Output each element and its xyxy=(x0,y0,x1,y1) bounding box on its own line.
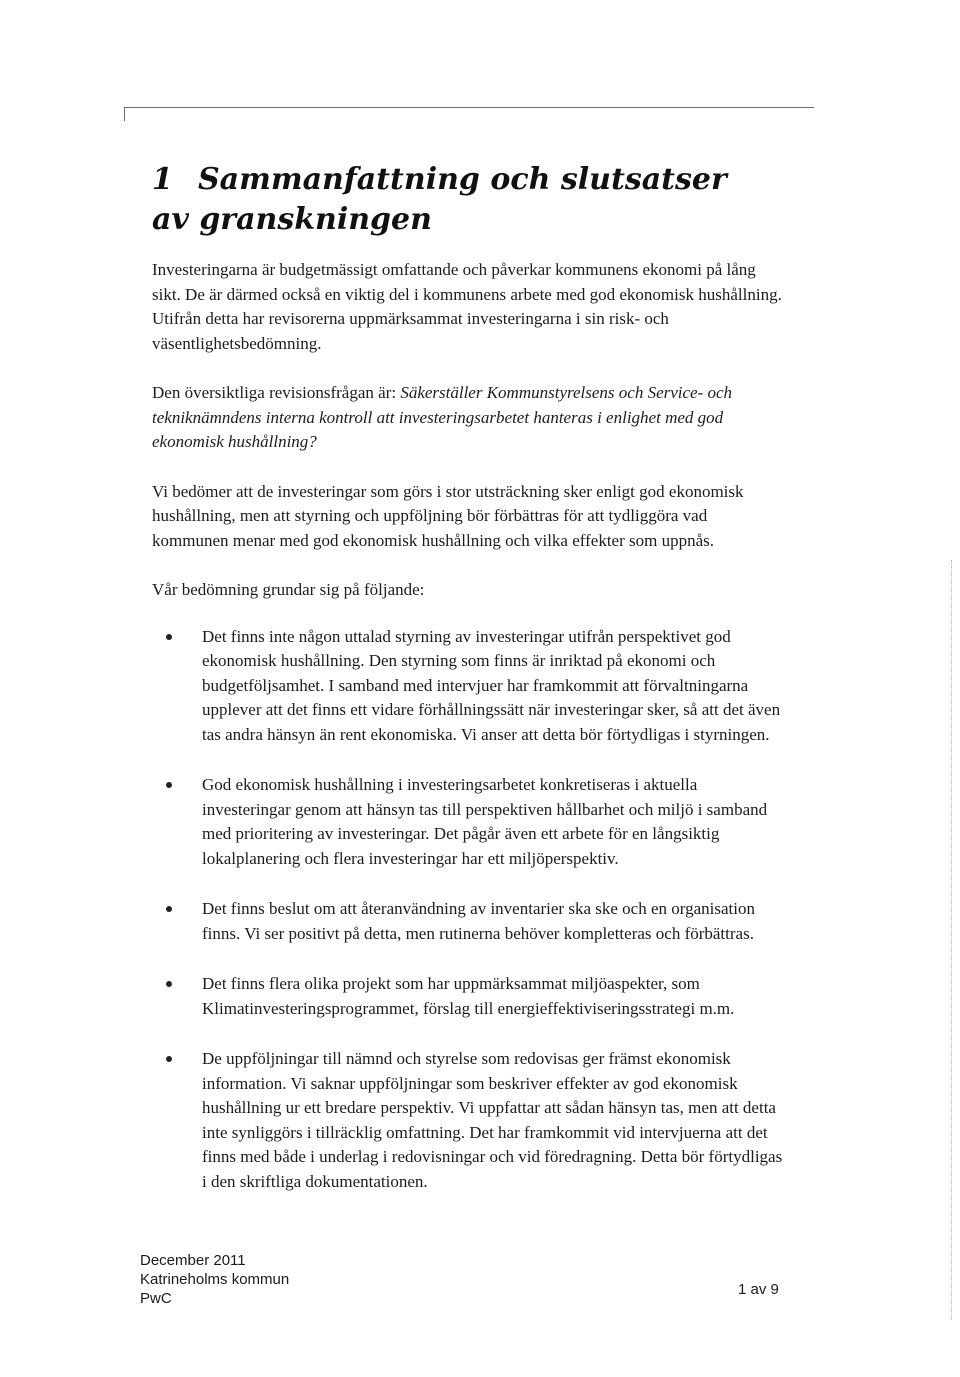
finding-text: De uppföljningar till nämnd och styrelse som redovisas ger främst ekonomisk information. Vi saknar uppföljningar som beskriver effekter av god ekonomisk hushållning ur ett bredare perspektiv. Vi uppfattar att sådan hänsyn tas, men att detta inte synliggörs i tillräcklig omfattning. Det har framkommit vid intervjuerna att det finns med både i underlag i redovisningar och vid föredragning. Detta bör förtydligas i den skriftliga dokumentationen. xyxy=(202,1049,783,1191)
section-title-line-1: Sammanfattning och slutsatser xyxy=(198,162,727,197)
findings-list xyxy=(152,625,784,1195)
page-footer xyxy=(140,1251,289,1308)
audit-question-paragraph xyxy=(152,381,784,455)
finding-item xyxy=(152,897,784,946)
finding-text: Det finns inte någon uttalad styrning av investeringar utifrån perspektivet god ekonomisk hushållning. Den styrning som finns är inriktad på ekonomi och budgetföljsamhet. I samband med intervjuer har framkommit att förvaltningarna upplever att det finns ett vidare förhållningssätt när investeringar sker, så att det även tas andra hänsyn än rent ekonomiska. Vi anser att detta bör förtydligas i styrningen. xyxy=(202,626,781,744)
audit-question-text: Säkerställer Kommunstyrelsens och Service- och tekniknämndens interna kontroll att investeringsarbetet hanteras i enlighet med god ekonomisk hushållning? xyxy=(152,383,733,451)
bullet-icon xyxy=(166,981,172,987)
section-heading xyxy=(152,160,912,240)
finding-item xyxy=(152,625,784,748)
finding-text: God ekonomisk hushållning i investeringsarbetet konkretiseras i aktuella investeringar genom att hänsyn tas till perspektiven hållbarhet och miljö i samband med prioritering av investeringar. Det pågår även ett arbete för en långsiktig lokalplanering och flera investeringar har ett miljöperspektiv. xyxy=(202,775,768,868)
bullet-icon xyxy=(166,634,172,640)
finding-item xyxy=(152,1047,784,1194)
finding-text: Det finns flera olika projekt som har uppmärksammat miljöaspekter, som Klimatinvesteringsprogrammet, förslag till energieffektiviseringsstrategi m.m. xyxy=(202,974,735,1018)
intro-paragraph: Investeringarna är budgetmässigt omfattande och påverkar kommunens ekonomi på lång sikt. De är därmed också en viktig del i kommunens arbete med god ekonomisk hushållning. Utifrån detta har revisorerna uppmärksammat investeringarna i sin risk- och väsentlighetsbedömning. xyxy=(152,260,782,353)
footer-date: December 2011 xyxy=(140,1252,246,1269)
footer-firm: PwC xyxy=(140,1290,172,1307)
bullet-icon xyxy=(166,906,172,912)
footer-organization: Katrineholms kommun xyxy=(140,1271,290,1288)
basis-label: Vår bedömning grundar sig på följande: xyxy=(152,580,425,599)
frame-top-line xyxy=(124,107,814,108)
bullet-icon xyxy=(166,1056,172,1062)
page-number: 1 av 9 xyxy=(738,1281,779,1298)
finding-item xyxy=(152,773,784,871)
finding-text: Det finns beslut om att återanvändning av inventarier ska ske och en organisation finns. Vi ser positivt på detta, men rutinerna behöver kompletteras och förbättras. xyxy=(202,899,755,943)
bullet-icon xyxy=(166,782,172,788)
section-title-line-2: av granskningen xyxy=(152,202,432,237)
finding-item xyxy=(152,972,784,1021)
section-number: 1 xyxy=(152,162,173,197)
summary-body xyxy=(152,258,784,1220)
audit-question-lead: Den översiktliga revisionsfrågan är: xyxy=(152,383,401,402)
frame-right-edge xyxy=(951,560,952,1320)
assessment-paragraph: Vi bedömer att de investeringar som görs i stor utsträckning sker enligt god ekonomisk hushållning, men att styrning och uppföljning bör förbättras för att tydliggöra vad kommunen menar med god ekonomisk hushållning och vilka effekter som uppnås. xyxy=(152,481,744,550)
frame-left-tick xyxy=(124,107,125,121)
